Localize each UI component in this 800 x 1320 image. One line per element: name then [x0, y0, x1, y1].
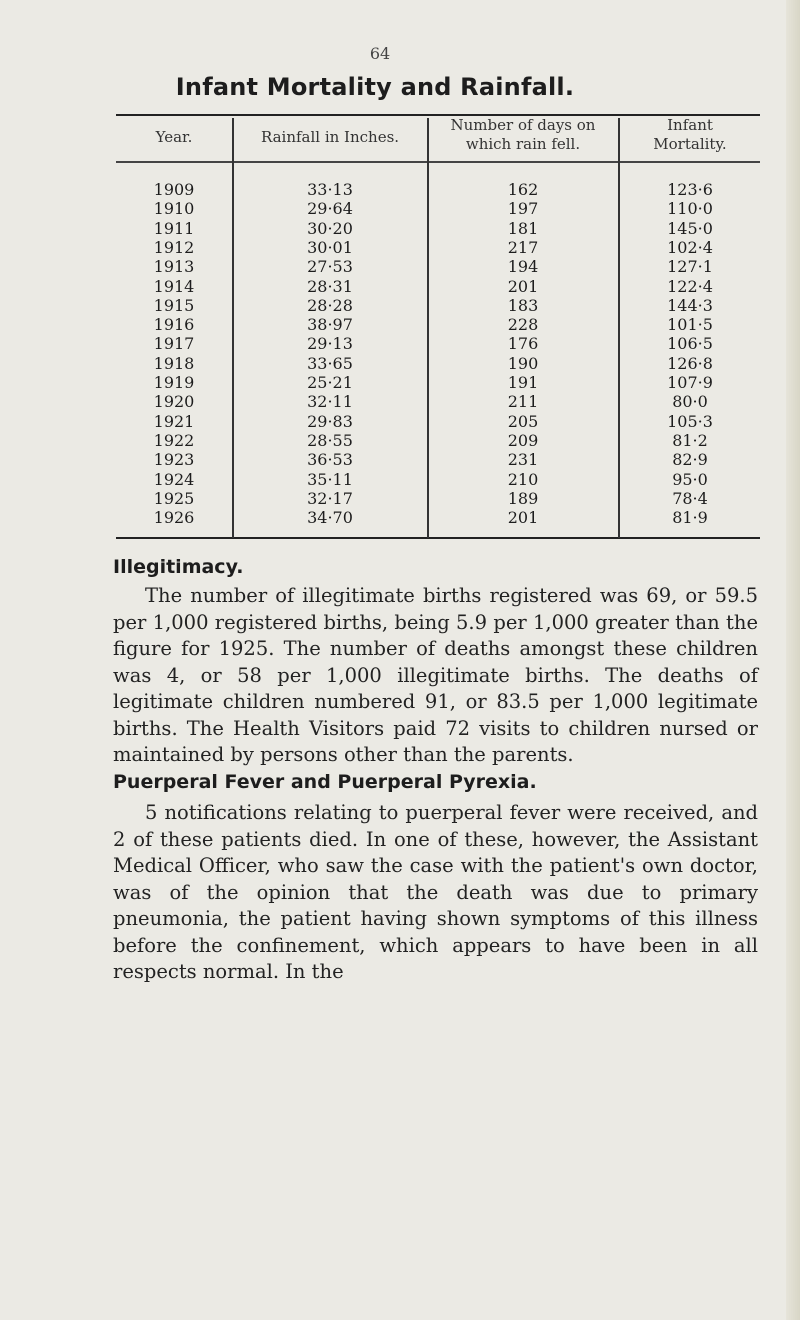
cell-days: 201 [507, 508, 539, 528]
puerperal-heading: Puerperal Fever and Puerperal Pyrexia. [113, 771, 537, 793]
cell-days: 190 [507, 353, 539, 373]
cell-mortality: 78·4 [672, 488, 708, 508]
cell-days: 181 [507, 218, 539, 238]
cell-days: 194 [507, 257, 539, 277]
header-rain-days-line2: which rain fell. [465, 135, 581, 153]
header-year: Year. [155, 128, 193, 146]
cell-mortality: 127·1 [667, 257, 713, 277]
cell-rainfall: 29·13 [307, 334, 353, 354]
cell-days: 183 [507, 295, 539, 315]
cell-rainfall: 38·97 [307, 315, 353, 335]
cell-mortality: 95·0 [672, 469, 708, 489]
cell-year: 1922 [153, 430, 195, 450]
illegitimacy-paragraph: The number of illegitimate births registered was 69, or 59.5 per 1,000 registered births, being 5.9 per 1,000 greater than the figure for 1925. The number of deaths amongst these children was 4, or 58 per 1,000 illegitimate births. The deaths of legitimate children numbered 91, or 83.5 per 1,000 legitimate births. The Health Visitors paid 72 visits to children nursed or maintained by persons other than the parents. [113, 584, 758, 766]
cell-rainfall: 29·64 [307, 199, 353, 219]
header-mortality [620, 116, 760, 154]
table-row [116, 412, 760, 431]
table-row [116, 296, 760, 315]
cell-mortality: 144·3 [667, 295, 713, 315]
cell-rainfall: 30·20 [307, 218, 353, 238]
puerperal-paragraph: 5 notifications relating to puerperal fever were received, and 2 of these patients died. In one of these, however, the Assistant Medical Officer, who saw the case with the patient's own doctor, was of the opinion that the death was due to primary pneumonia, the patient having shown symptoms of this illness before the confinement, which appears to have been in all respects normal. In the [113, 801, 758, 983]
cell-mortality: 122·4 [667, 276, 713, 296]
cell-mortality: 82·9 [672, 450, 708, 470]
page-edge-shadow [786, 0, 800, 1320]
header-mortality-line1: Infant [667, 116, 713, 134]
cell-days: 162 [507, 180, 539, 199]
table-row [116, 450, 760, 469]
cell-year: 1915 [153, 295, 195, 315]
cell-days: 217 [507, 237, 539, 257]
header-rainfall: Rainfall in Inches. [260, 128, 400, 146]
cell-year: 1920 [153, 392, 195, 412]
cell-mortality: 80·0 [672, 392, 708, 412]
cell-mortality: 145·0 [667, 218, 713, 238]
cell-year: 1919 [153, 373, 195, 392]
table-row [116, 354, 760, 373]
table-row [116, 508, 760, 527]
cell-rainfall: 28·31 [307, 276, 353, 296]
table-row [116, 315, 760, 334]
cell-mortality: 81·9 [672, 508, 708, 528]
cell-rainfall: 29·83 [307, 411, 353, 431]
table-row [116, 219, 760, 238]
cell-days: 209 [507, 430, 539, 450]
cell-year: 1913 [153, 257, 195, 277]
header-mortality-line2: Mortality. [653, 135, 727, 153]
header-rain-days [429, 116, 617, 154]
cell-days: 211 [507, 392, 539, 412]
header-rain-days-line1: Number of days on [450, 116, 596, 134]
cell-days: 228 [507, 315, 539, 335]
cell-mortality: 105·3 [667, 411, 713, 431]
cell-days: 205 [507, 411, 539, 431]
cell-days: 201 [507, 276, 539, 296]
cell-rainfall: 28·28 [307, 295, 353, 315]
cell-year: 1926 [153, 508, 195, 528]
table-row [116, 489, 760, 508]
cell-year: 1909 [153, 180, 195, 199]
cell-days: 189 [507, 488, 539, 508]
cell-rainfall: 28·55 [307, 430, 353, 450]
table-row [116, 431, 760, 450]
cell-rainfall: 30·01 [307, 237, 353, 257]
cell-rainfall: 35·11 [307, 469, 353, 489]
table-bottom-rule [116, 537, 760, 539]
table-row [116, 257, 760, 276]
cell-year: 1924 [153, 469, 195, 489]
table-row [116, 373, 760, 392]
table-row [116, 470, 760, 489]
cell-year: 1910 [153, 199, 195, 219]
cell-rainfall: 33·13 [307, 180, 353, 199]
illegitimacy-heading: Illegitimacy. [113, 556, 244, 578]
cell-year: 1917 [153, 334, 195, 354]
cell-mortality: 110·0 [667, 199, 713, 219]
cell-rainfall: 34·70 [307, 508, 353, 528]
page-number: 64 [369, 44, 391, 63]
page-title: Infant Mortality and Rainfall. [175, 73, 575, 101]
cell-days: 176 [507, 334, 539, 354]
header-separator-rule [116, 161, 760, 163]
cell-year: 1918 [153, 353, 195, 373]
cell-mortality: 102·4 [667, 237, 713, 257]
cell-days: 191 [507, 373, 539, 392]
cell-rainfall: 32·11 [307, 392, 353, 412]
table-row [116, 199, 760, 218]
cell-rainfall: 36·53 [307, 450, 353, 470]
table-row [116, 392, 760, 411]
cell-year: 1911 [153, 218, 195, 238]
cell-mortality: 106·5 [667, 334, 713, 354]
cell-year: 1916 [153, 315, 195, 335]
cell-year: 1914 [153, 276, 195, 296]
cell-year: 1923 [153, 450, 195, 470]
cell-mortality: 101·5 [667, 315, 713, 335]
cell-mortality: 123·6 [667, 180, 713, 199]
cell-mortality: 126·8 [667, 353, 713, 373]
table-row [116, 180, 760, 199]
cell-rainfall: 32·17 [307, 488, 353, 508]
cell-days: 210 [507, 469, 539, 489]
table-row [116, 334, 760, 353]
cell-rainfall: 25·21 [307, 373, 353, 392]
cell-rainfall: 33·65 [307, 353, 353, 373]
table-row [116, 238, 760, 257]
table-row [116, 277, 760, 296]
cell-year: 1925 [153, 488, 195, 508]
cell-year: 1912 [153, 237, 195, 257]
cell-year: 1921 [153, 411, 195, 431]
cell-days: 231 [507, 450, 539, 470]
cell-rainfall: 27·53 [307, 257, 353, 277]
cell-days: 197 [507, 199, 539, 219]
cell-mortality: 81·2 [672, 430, 708, 450]
cell-mortality: 107·9 [667, 373, 713, 392]
